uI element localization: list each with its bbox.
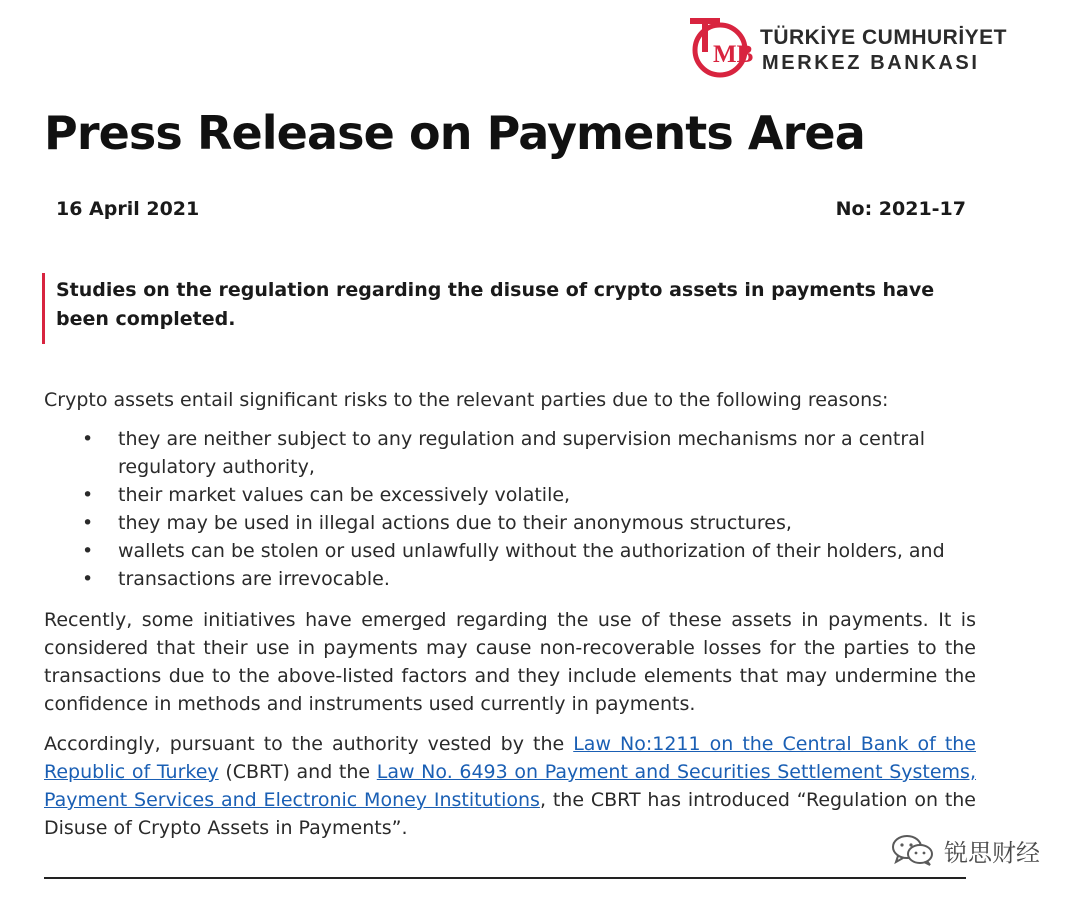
list-item-text: they may be used in illegal actions due to their anonymous structures,: [118, 512, 792, 534]
list-item-text: transactions are irrevocable.: [118, 568, 390, 590]
svg-text:MB: MB: [713, 41, 754, 68]
law-6493-link[interactable]: Law No. 6493 on Payment and Securities Settlement Systems, Payment Services and Electronic Money Institutions: [44, 761, 976, 811]
release-number: No: 2021-17: [835, 198, 966, 220]
paragraph-text: Accordingly, pursuant to the authority vested by the: [44, 733, 574, 755]
list-item-text: wallets can be stolen or used unlawfully without the authorization of their holders, and: [118, 540, 945, 562]
watermark-text: 锐思财经: [944, 838, 1040, 867]
list-item-text: they are neither subject to any regulation and supervision mechanisms nor a central regulatory authority,: [118, 428, 926, 478]
intro-text: Crypto assets entail significant risks to the relevant parties due to the following reasons:: [44, 389, 889, 411]
risk-list: [80, 425, 960, 593]
bottom-divider: [44, 877, 966, 879]
logo-line-1: TÜRKİYE CUMHURİYET: [760, 26, 1008, 49]
paragraph-initiatives: Recently, some initiatives have emerged regarding the use of these assets in payments. It is considered that their use in payments may cause non-recoverable losses for the parties to the transactions due to the above-listed factors and they include elements that may undermine the confidence in methods and instruments used currently in payments.: [44, 609, 976, 715]
wechat-icon: [890, 833, 936, 867]
list-item: [80, 565, 960, 593]
law-1211-link[interactable]: Law No:1211 on the Central Bank of the Republic of Turkey: [44, 733, 976, 783]
list-item-text: their market values can be excessively volatile,: [118, 484, 571, 506]
paragraph-text: (CBRT) and the: [218, 761, 377, 783]
list-item: [80, 537, 960, 565]
bullet-icon: •: [82, 568, 94, 590]
bullet-icon: •: [82, 428, 94, 450]
watermark: [890, 832, 1040, 868]
list-item: [80, 425, 960, 481]
release-date: 16 April 2021: [56, 198, 200, 220]
cbrt-logo: [684, 14, 1008, 84]
list-item: [80, 509, 960, 537]
summary-callout: Studies on the regulation regarding the disuse of crypto assets in payments have been completed.: [42, 273, 976, 344]
bullet-icon: •: [82, 540, 94, 562]
bullet-icon: •: [82, 484, 94, 506]
tcmb-emblem-icon: [684, 14, 756, 80]
paragraph-regulation: [44, 730, 976, 842]
logo-line-2: MERKEZ BANKASI: [762, 52, 980, 74]
bullet-icon: •: [82, 512, 94, 534]
paragraph-text: , the CBRT has introduced “Regulation on the Disuse of Crypto Assets in Payments”.: [44, 789, 976, 839]
list-item: [80, 481, 960, 509]
page-title: Press Release on Payments Area: [44, 106, 865, 160]
